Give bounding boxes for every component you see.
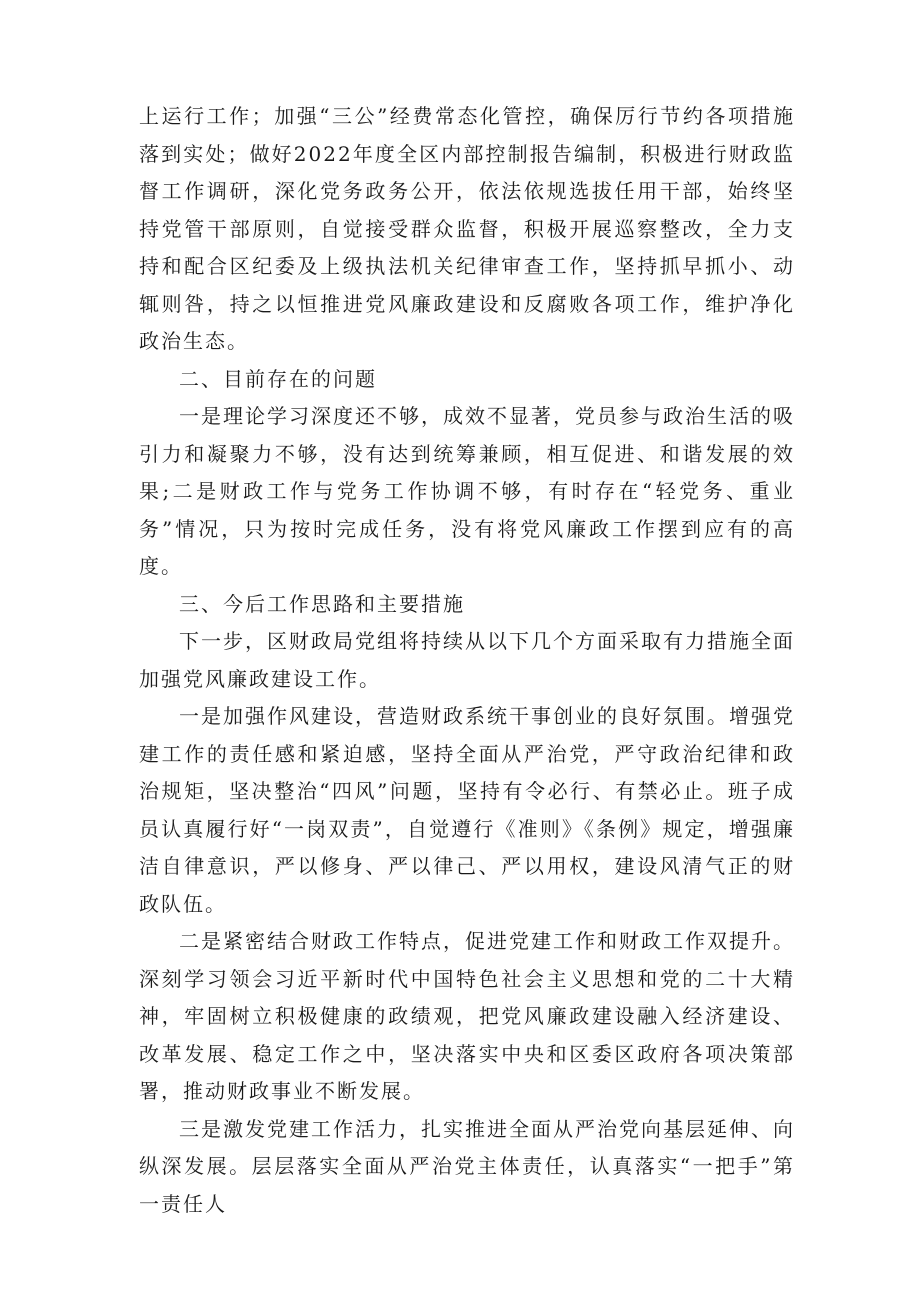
paragraph-next-steps: 下一步，区财政局党组将持续从以下几个方面采取有力措施全面加强党风廉政建设工作。: [139, 629, 795, 691]
document-body: [139, 98, 795, 1223]
paragraph-continuation: 上运行工作；加强“三公”经费常态化管控，确保厉行节约各项措施落到实处；做好2022年度全区内部控制报告编制，积极进行财政监督工作调研，深化党务政务公开，依法依规选拔任用干部，始终坚持党管干部原则，自觉接受群众监督，积极开展巡察整改，全力支持和配合区纪委及上级执法机关纪律审查工作，坚持抓早抓小、动辄则咎，持之以恒推进党风廉政建设和反腐败各项工作，维护净化政治生态。: [139, 104, 795, 353]
section-heading-measures: 三、今后工作思路和主要措施: [179, 591, 465, 616]
paragraph-problems: 一是理论学习深度还不够，成效不显著，党员参与政治生活的吸引力和凝聚力不够，没有达到统筹兼顾，相互促进、和谐发展的效果;二是财政工作与党务工作协调不够，有时存在“轻党务、重业务”情况，只为按时完成任务，没有将党风廉政工作摆到应有的高度。: [139, 404, 795, 578]
section-heading-problems: 二、目前存在的问题: [179, 366, 377, 391]
paragraph-measure-3: 三是激发党建工作活力，扎实推进全面从严治党向基层延伸、向纵深发展。层层落实全面从严治党主体责任，认真落实“一把手”第一责任人: [139, 1116, 795, 1216]
paragraph-measure-1: 一是加强作风建设，营造财政系统干事创业的良好氛围。增强党建工作的责任感和紧迫感，坚持全面从严治党，严守政治纪律和政治规矩，坚决整治“四风”问题，坚持有令必行、有禁必止。班子成员认真履行好“一岗双责”，自觉遵行《准则》《条例》规定，增强廉洁自律意识，严以修身、严以律己、严以用权，建设风清气正的财政队伍。: [139, 704, 795, 916]
paragraph-measure-2: 二是紧密结合财政工作特点，促进党建工作和财政工作双提升。深刻学习领会习近平新时代中国特色社会主义思想和党的二十大精神，牢固树立积极健康的政绩观，把党风廉政建设融入经济建设、改革发展、稳定工作之中，坚决落实中央和区委区政府各项决策部署，推动财政事业不断发展。: [139, 929, 795, 1103]
